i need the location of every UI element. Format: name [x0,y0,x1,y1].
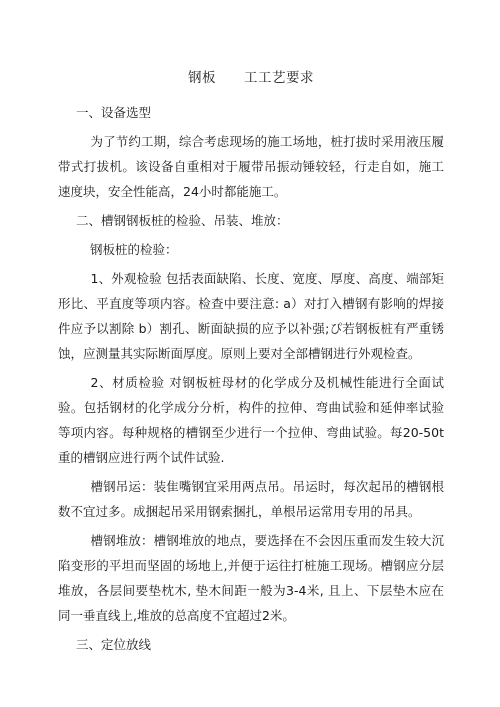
subheading-inspection: 钢板桩的检验： [90,242,178,257]
title-part-2: 工工艺要求 [244,70,314,86]
title-part-1: 钢板 [188,70,216,86]
section-heading-1: 一、设备选型 [76,105,152,120]
section-heading-2: 二、槽钢钢板桩的检验、吊装、堆放： [76,213,289,228]
page-title [58,66,444,86]
paragraph-visual-inspection: 1、外观检验 包括表面缺陷、长度、宽度、厚度、高度、端部矩形比、平直度等项内容。检查中要注意: a）对打入槽钢有影响的焊接件应予以割除 b）割孔、断面缺损的应予以补强;ぴ若钢板桩有严重锈蚀，应测量其实际断面厚度。原则上要对全部槽钢进行外观检查。 [58,271,444,361]
paragraph-stacking: 槽钢堆放：槽钢堆放的地点，要选择在不会因压重而发生较大沉陷变形的平坦而坚固的场地上,并便于运往打桩施工现场。槽钢应分层堆放，各层间要垫枕木, 垫木间距一般为3-4米, 且上、下层垫木应在同一垂直线上,堆放的总高度不宜超过2米。 [58,533,444,623]
paragraph-material-inspection: 2、材质检验 对钢板桩母材的化学成分及机械性能进行全面试验。包括钢材的化学成分分析，构件的拉伸、弯曲试验和延伸率试验等项内容。每种规格的槽钢至少进行一个拉伸、弯曲试验。每20-50t重的槽钢应进行两个试件试验. [58,375,444,465]
paragraph-hoisting: 槽钢吊运：装隹嘴钢宜采用两点吊。吊运时，每次起吊的槽钢根数不宜过多。成捆起吊采用钢索捆扎，单根吊运常用专用的吊具。 [58,479,444,519]
section-heading-3: 三、定位放线 [76,637,152,652]
paragraph-equipment: 为了节约工期，综合考虑现场的施工场地，桩打拔时采用液压履带式打拔机。该设备自重相对于履带吊振动锤较轻，行走自如，施工速度块，安全性能高，24小时都能施工。 [58,134,444,199]
